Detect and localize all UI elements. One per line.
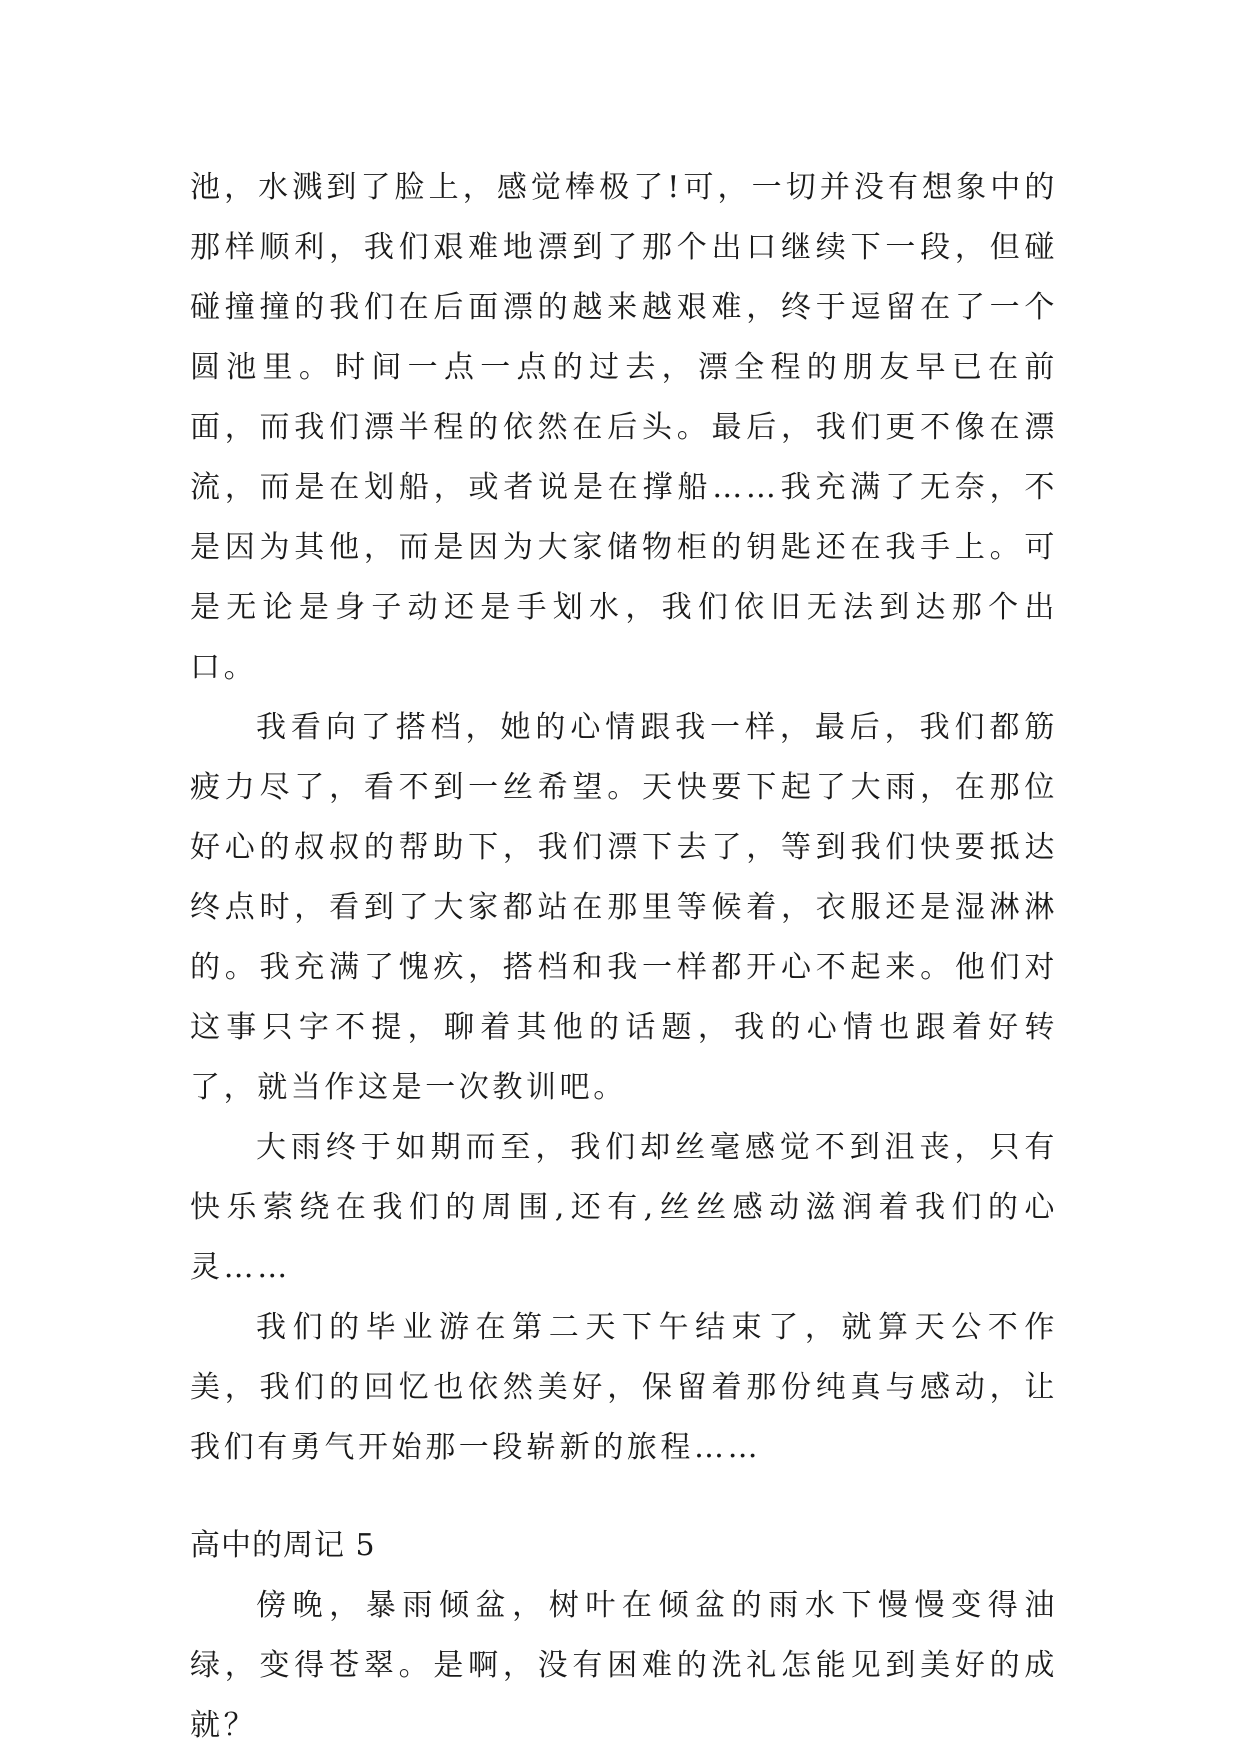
section-heading: 高中的周记 5 bbox=[190, 1528, 376, 1563]
paragraph-2: 我看向了搭档，她的心情跟我一样，最后，我们都筋疲力尽了，看不到一丝希望。天快要下起了大雨，在那位好心的叔叔的帮助下，我们漂下去了，等到我们快要抵达终点时，看到了大家都站在那里等候着，衣服还是湿淋淋的。我充满了愧疚，搭档和我一样都开心不起来。他们对这事只字不提，聊着其他的话题，我的心情也跟着好转了，就当作这是一次教训吧。 bbox=[190, 710, 1058, 1105]
paragraph-1: 池，水溅到了脸上，感觉棒极了!可，一切并没有想象中的那样顺利，我们艰难地漂到了那个出口继续下一段，但碰碰撞撞的我们在后面漂的越来越艰难，终于逗留在了一个圆池里。时间一点一点的过去，漂全程的朋友早已在前面，而我们漂半程的依然在后头。最后，我们更不像在漂流，而是在划船，或者说是在撑船……我充满了无奈，不是因为其他，而是因为大家储物柜的钥匙还在我手上。可是无论是身子动还是手划水，我们依旧无法到达那个出口。 bbox=[190, 170, 1058, 685]
paragraph-3: 大雨终于如期而至，我们却丝毫感觉不到沮丧，只有快乐萦绕在我们的周围,还有,丝丝感动滋润着我们的心灵…… bbox=[190, 1130, 1058, 1285]
paragraph-5: 傍晚，暴雨倾盆，树叶在倾盆的雨水下慢慢变得油绿，变得苍翠。是啊，没有困难的洗礼怎能见到美好的成就？ bbox=[190, 1588, 1058, 1743]
document-page bbox=[190, 158, 1058, 1756]
paragraph-4: 我们的毕业游在第二天下午结束了，就算天公不作美，我们的回忆也依然美好，保留着那份纯真与感动，让我们有勇气开始那一段崭新的旅程…… bbox=[190, 1310, 1058, 1465]
